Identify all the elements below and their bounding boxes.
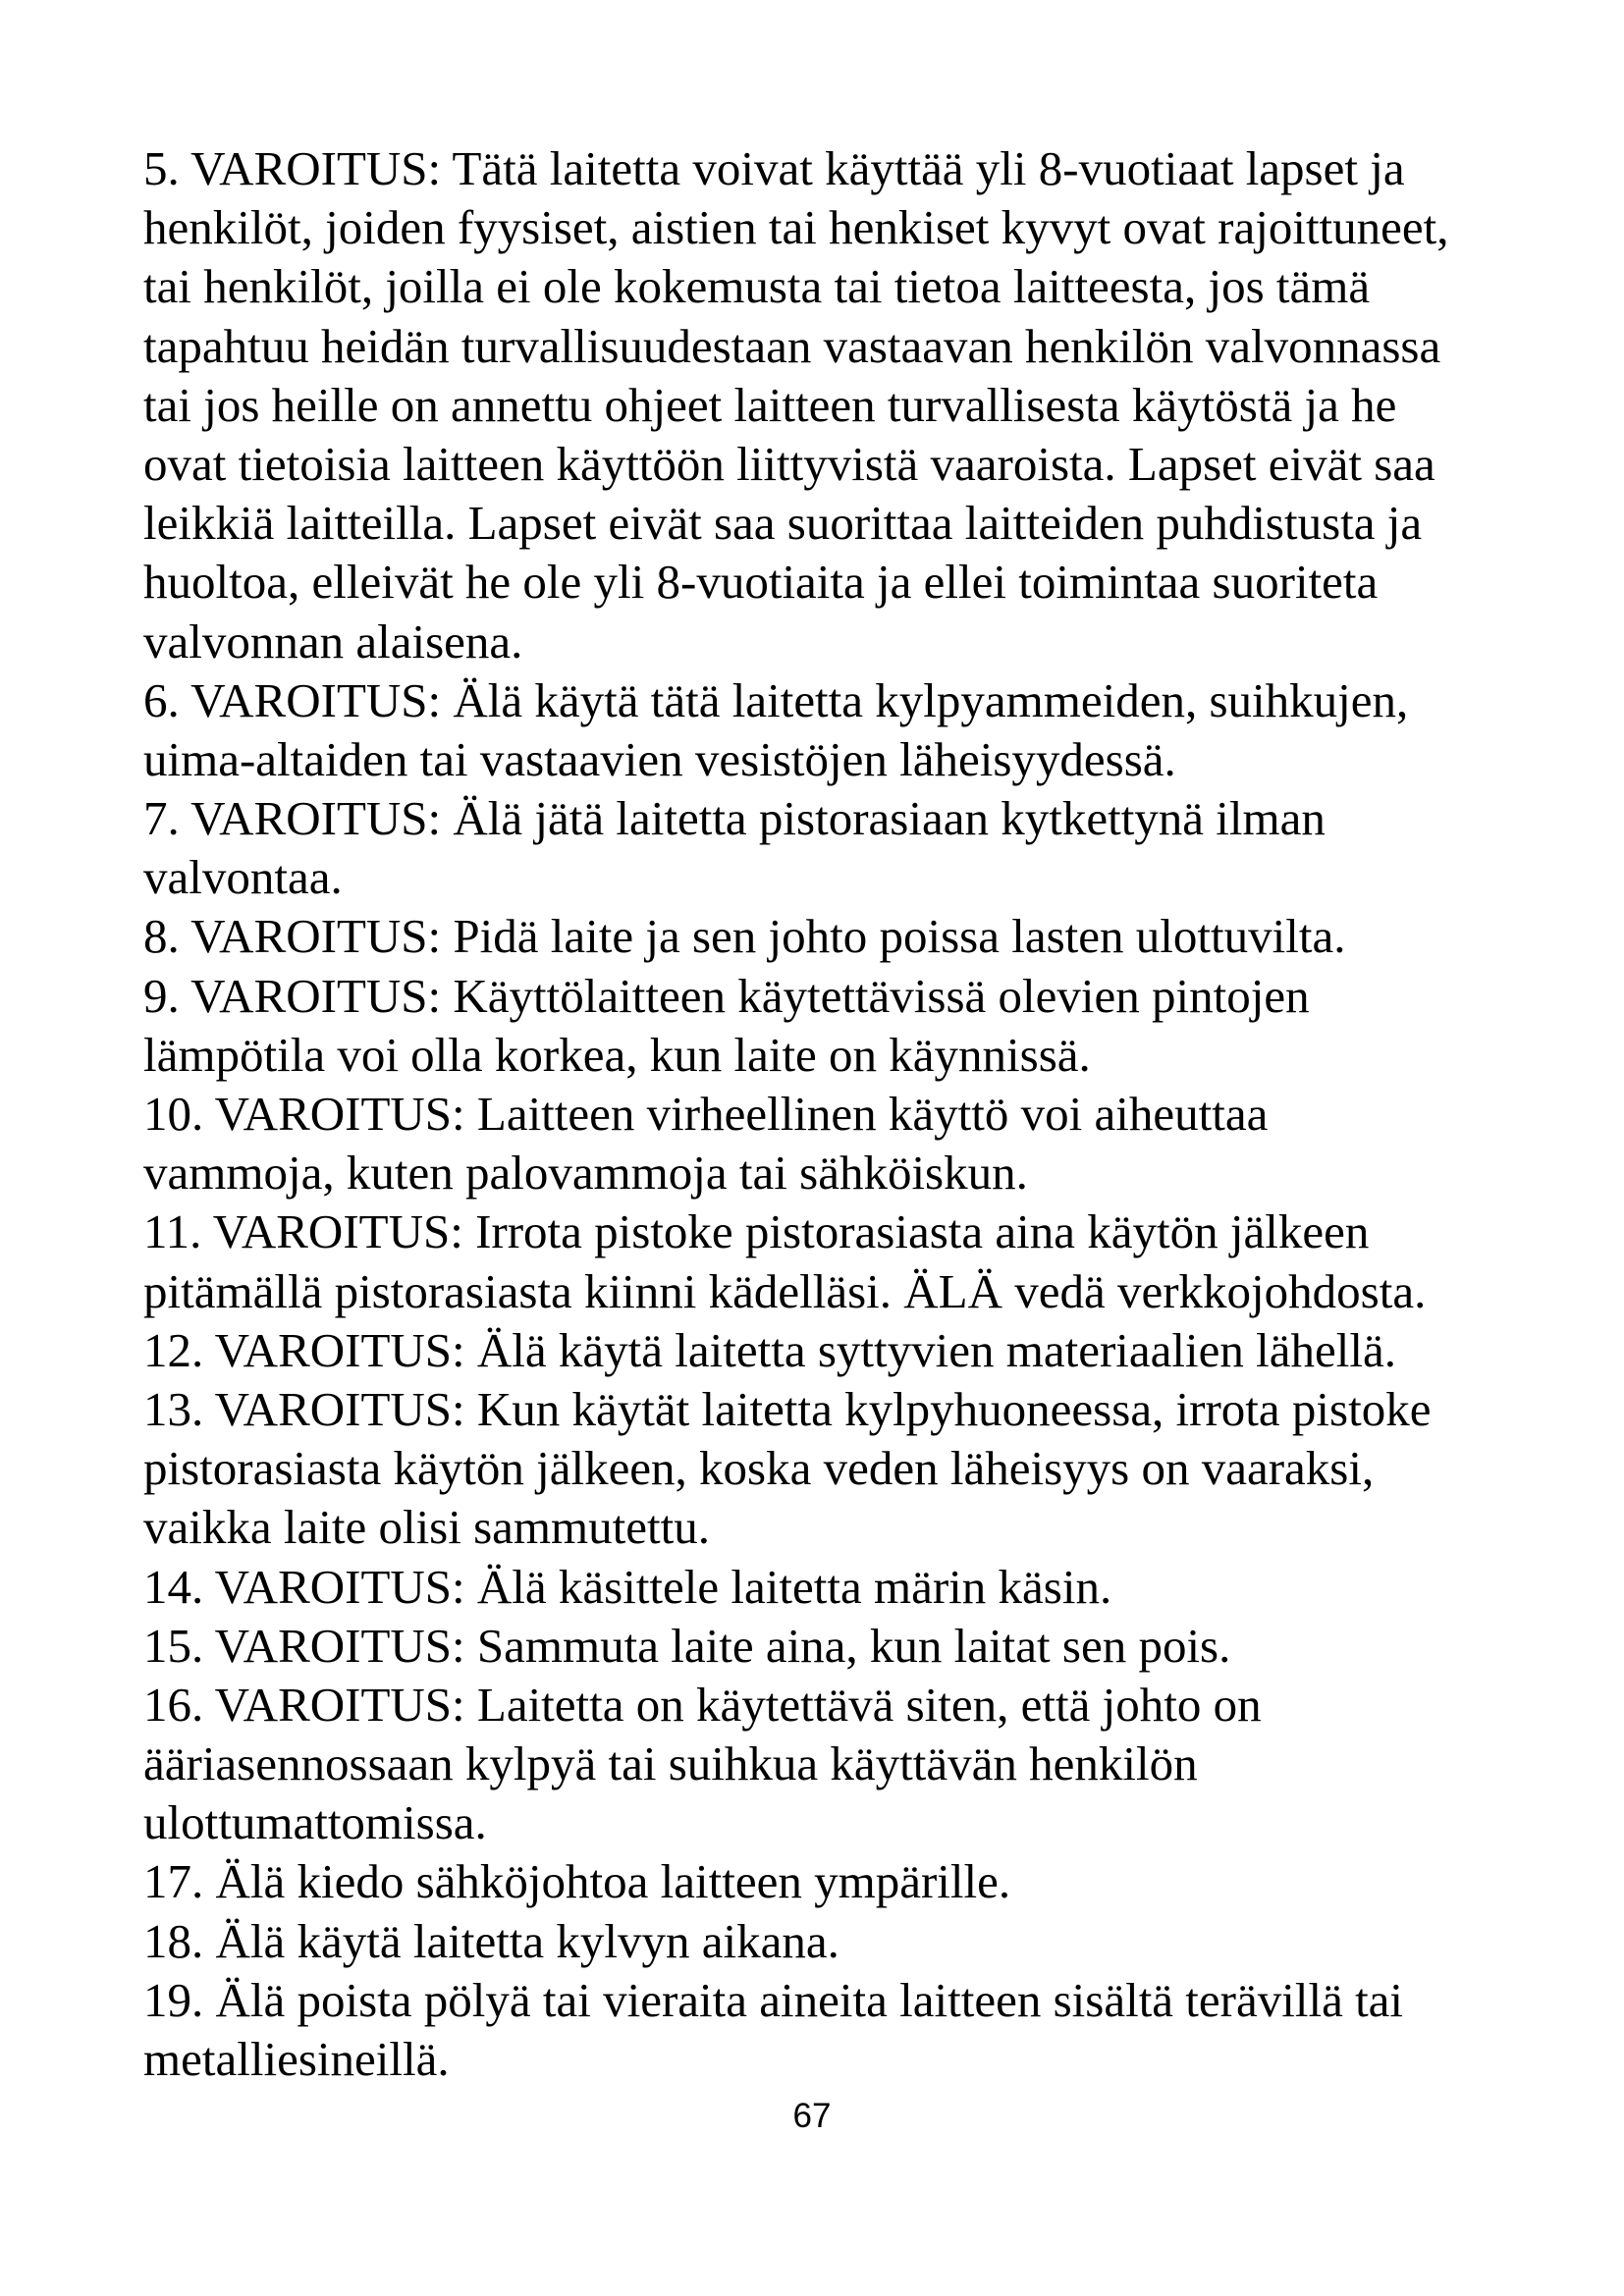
text-line: 12. VAROITUS: Älä käytä laitetta syttyvien materiaalien lähellä. — [143, 1322, 1396, 1377]
text-line: 17. Älä kiedo sähköjohtoa laitteen ympärille. — [143, 1854, 1011, 1909]
text-line: valvontaa. — [143, 850, 343, 905]
text-line: lämpötila voi olla korkea, kun laite on käynnissä. — [143, 1027, 1091, 1082]
text-line: henkilöt, joiden fyysiset, aistien tai henkiset kyvyt ovat rajoittuneet, — [143, 200, 1449, 255]
text-line: leikkiä laitteilla. Lapset eivät saa suorittaa laitteiden puhdistusta ja — [143, 496, 1423, 551]
text-line: valvonnan alaisena. — [143, 614, 523, 668]
text-line: ääriasennossaan kylpyä tai suihkua käyttävän henkilön — [143, 1736, 1198, 1791]
warnings-text-block — [143, 139, 1557, 2089]
text-line: ulottumattomissa. — [143, 1795, 487, 1850]
text-line: 11. VAROITUS: Irrota pistoke pistorasiasta aina käytön jälkeen — [143, 1204, 1370, 1259]
text-line: 10. VAROITUS: Laitteen virheellinen käyttö voi aiheuttaa — [143, 1087, 1269, 1141]
text-line: 7. VAROITUS: Älä jätä laitetta pistorasiaan kytkettynä ilman — [143, 791, 1326, 846]
page-number: 67 — [792, 2097, 832, 2135]
text-line: tai jos heille on annettu ohjeet laitteen turvallisesta käytöstä ja he — [143, 377, 1397, 432]
text-line: 16. VAROITUS: Laitetta on käytettävä siten, että johto on — [143, 1677, 1262, 1732]
text-line: 6. VAROITUS: Älä käytä tätä laitetta kylpyammeiden, suihkujen, — [143, 672, 1409, 727]
text-line: tapahtuu heidän turvallisuudestaan vastaavan henkilön valvonnassa — [143, 318, 1441, 373]
text-line: tai henkilöt, joilla ei ole kokemusta tai tietoa laitteesta, jos tämä — [143, 259, 1371, 314]
text-line: pistorasiasta käytön jälkeen, koska veden läheisyys on vaaraksi, — [143, 1441, 1375, 1496]
text-line: 19. Älä poista pölyä tai vieraita aineita laitteen sisältä terävillä tai — [143, 1972, 1404, 2027]
text-line: huoltoa, elleivät he ole yli 8-vuotiaita ja ellei toimintaa suoriteta — [143, 555, 1379, 610]
text-line: uima-altaiden tai vastaavien vesistöjen läheisyydessä. — [143, 731, 1176, 786]
text-line: 13. VAROITUS: Kun käytät laitetta kylpyhuoneessa, irrota pistoke — [143, 1381, 1432, 1436]
text-line: 5. VAROITUS: Tätä laitetta voivat käyttää yli 8-vuotiaat lapset ja — [143, 141, 1405, 195]
text-line: 18. Älä käytä laitetta kylvyn aikana. — [143, 1913, 839, 1968]
text-line: 15. VAROITUS: Sammuta laite aina, kun laitat sen pois. — [143, 1618, 1231, 1673]
text-line: metalliesineillä. — [143, 2032, 450, 2086]
text-line: vammoja, kuten palovammoja tai sähköiskun. — [143, 1146, 1028, 1201]
text-line: vaikka laite olisi sammutettu. — [143, 1500, 710, 1555]
text-line: 8. VAROITUS: Pidä laite ja sen johto poissa lasten ulottuvilta. — [143, 909, 1346, 964]
text-line: ovat tietoisia laitteen käyttöön liittyvistä vaaroista. Lapset eivät saa — [143, 436, 1435, 491]
text-line: pitämällä pistorasiasta kiinni kädelläsi. ÄLÄ vedä verkkojohdosta. — [143, 1263, 1427, 1318]
text-line: 9. VAROITUS: Käyttölaitteen käytettävissä olevien pintojen — [143, 968, 1310, 1023]
text-line: 14. VAROITUS: Älä käsittele laitetta märin käsin. — [143, 1559, 1112, 1614]
